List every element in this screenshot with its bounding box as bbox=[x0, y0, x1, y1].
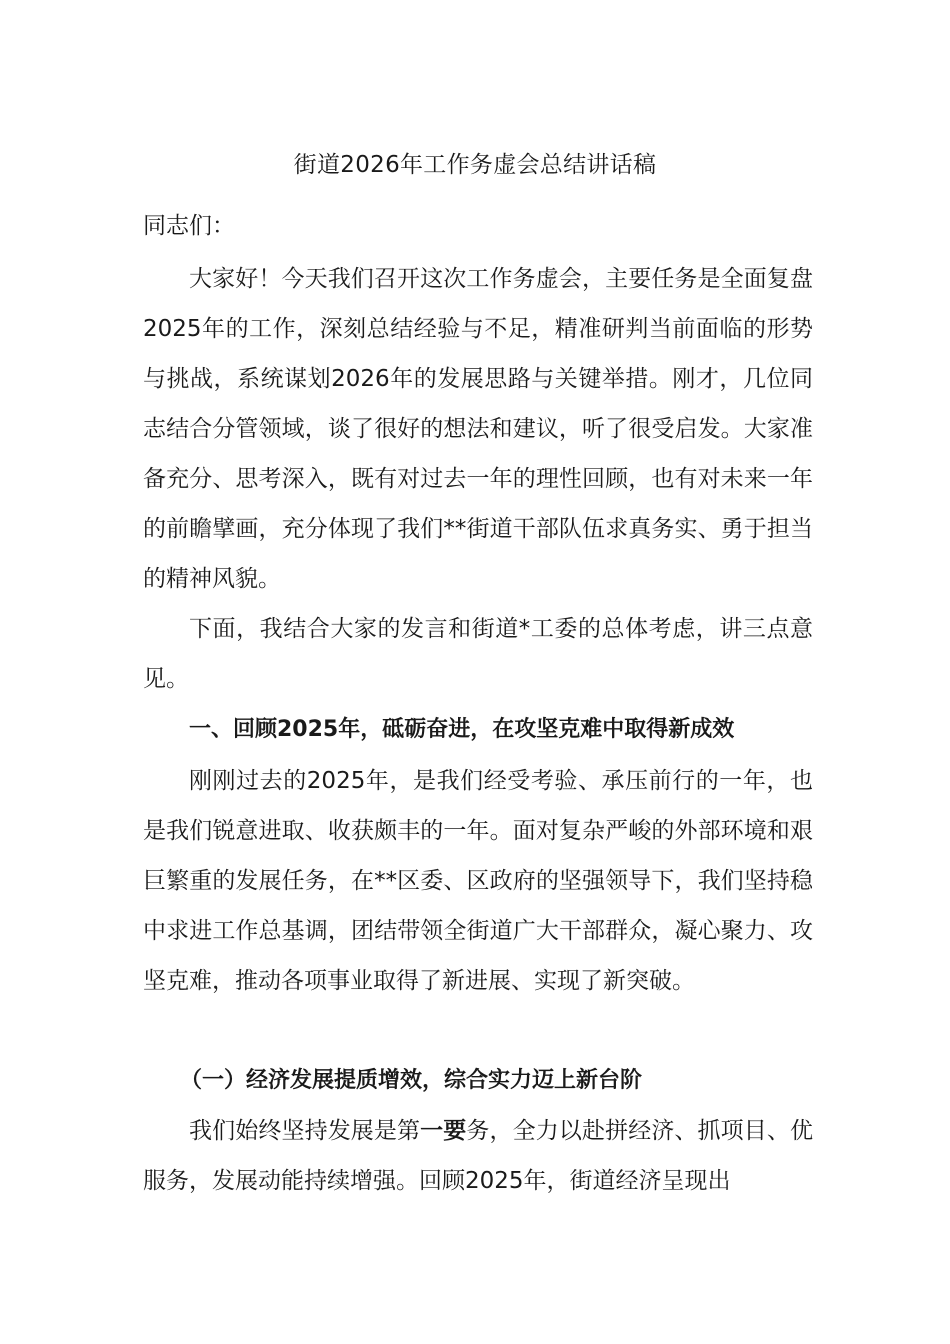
section-heading-one: 一、回顾2025年，砥砺奋进，在攻坚克难中取得新成效 bbox=[189, 717, 735, 742]
economy-paragraph bbox=[143, 1106, 813, 1206]
subsection-heading-one: （一）经济发展提质增效，综合实力迈上新台阶 bbox=[180, 1068, 643, 1093]
economy-text-end: 务，全力以赴拼经济、抓项目、优服务，发展动能持续增强。回顾2025年，街道经济呈现出 bbox=[143, 1118, 814, 1194]
economy-text-bold: 一要 bbox=[420, 1118, 467, 1144]
outline-paragraph: 下面，我结合大家的发言和街道*工委的总体考虑，讲三点意见。 bbox=[143, 616, 813, 692]
document-title: 街道2026年工作务虚会总结讲话稿 bbox=[293, 152, 657, 178]
salutation: 同志们： bbox=[143, 213, 235, 239]
review-paragraph: 刚刚过去的2025年，是我们经受考验、承压前行的一年，也是我们锐意进取、收获颇丰的一年。面对复杂严峻的外部环境和艰巨繁重的发展任务，在**区委、区政府的坚强领导下，我们坚持稳中求进工作总基调，团结带领全街道广大干部群众，凝心聚力、攻坚克难，推动各项事业取得了新进展、实现了新突破。 bbox=[143, 768, 813, 994]
intro-paragraph: 大家好！今天我们召开这次工作务虚会，主要任务是全面复盘2025年的工作，深刻总结经验与不足，精准研判当前面临的形势与挑战，系统谋划2026年的发展思路与关键举措。刚才，几位同志结合分管领域，谈了很好的想法和建议，听了很受启发。大家准备充分、思考深入，既有对过去一年的理性回顾，也有对未来一年的前瞻擘画，充分体现了我们**街道干部队伍求真务实、勇于担当的精神风貌。 bbox=[143, 266, 813, 592]
economy-text-start: 我们始终坚持发展是第 bbox=[189, 1118, 421, 1144]
